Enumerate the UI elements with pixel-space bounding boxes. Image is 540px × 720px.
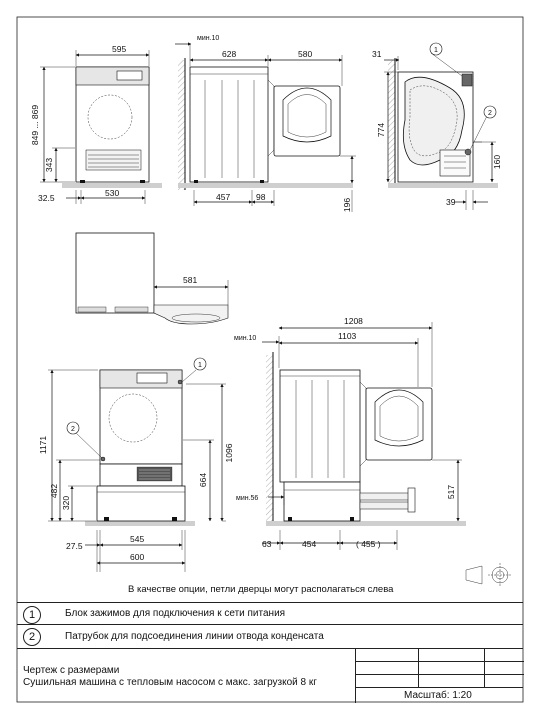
dim-27-5: 27.5: [66, 541, 83, 551]
dim-196: 196: [342, 197, 352, 213]
dim-39: 39: [446, 197, 456, 207]
legend-num-1: 1: [23, 606, 41, 624]
dim-581: 581: [183, 275, 198, 285]
dim-530: 530: [105, 188, 120, 198]
callout-1-front-label: 1: [198, 362, 202, 369]
top-view: [76, 233, 228, 324]
side-view-bottom: [262, 322, 466, 550]
dim-32-5: 32.5: [38, 193, 55, 203]
callout-1-rear-label: 1: [434, 47, 438, 54]
title-line-1: Чертеж с размерами: [23, 665, 120, 676]
dim-63: 63: [262, 539, 272, 549]
dim-160: 160: [492, 154, 502, 170]
dim-31: 31: [372, 49, 382, 59]
dim-1096: 1096: [224, 443, 234, 463]
dim-517: 517: [446, 484, 456, 500]
dim-455: ( 455 ): [356, 539, 381, 549]
legend-text-1: Блок зажимов для подключения к сети питания: [65, 608, 286, 619]
dim-545: 545: [130, 534, 145, 544]
dim-457: 457: [216, 192, 231, 202]
side-view-top: [175, 44, 356, 212]
projection-symbol: [466, 563, 512, 587]
title-block: [17, 648, 523, 702]
dim-628: 628: [222, 49, 237, 59]
legend-row-1: [17, 602, 523, 624]
legend-text-2: Патрубок для подсоединения линии отвода конденсата: [65, 631, 324, 642]
front-view-top: [40, 50, 162, 204]
dim-320: 320: [61, 495, 71, 511]
min56-label: мин.56: [236, 495, 259, 502]
door-hinge-note: В качестве опции, петли дверцы могут располагаться слева: [128, 584, 394, 595]
dim-774: 774: [376, 122, 386, 138]
scale-label: Масштаб: 1:20: [404, 690, 472, 701]
title-line-2: Сушильная машина с тепловым насосом с макс. загрузкой 8 кг: [23, 677, 317, 688]
scale-box: [355, 687, 523, 703]
dim-454: 454: [302, 539, 317, 549]
dim-580: 580: [298, 49, 313, 59]
rear-view-top: [384, 53, 498, 210]
dim-343: 343: [44, 157, 54, 173]
dim-664: 664: [198, 472, 208, 488]
min10-label-top: мин.10: [197, 35, 220, 42]
callout-2-rear-label: 2: [488, 110, 492, 117]
dim-1208: 1208: [344, 316, 363, 326]
dim-595: 595: [112, 44, 127, 54]
dim-849-869: 849 ... 869: [30, 104, 40, 146]
min10-label-bottom: мин.10: [234, 335, 257, 342]
dim-98: 98: [256, 192, 266, 202]
dim-600: 600: [130, 552, 145, 562]
dim-1171: 1171: [38, 435, 48, 455]
legend-num-2: 2: [23, 628, 41, 646]
dim-1103: 1103: [338, 331, 357, 341]
title-grid: [355, 649, 523, 687]
dim-482: 482: [49, 483, 59, 499]
callout-2-front-label: 2: [71, 426, 75, 433]
legend-row-2: [17, 624, 523, 648]
